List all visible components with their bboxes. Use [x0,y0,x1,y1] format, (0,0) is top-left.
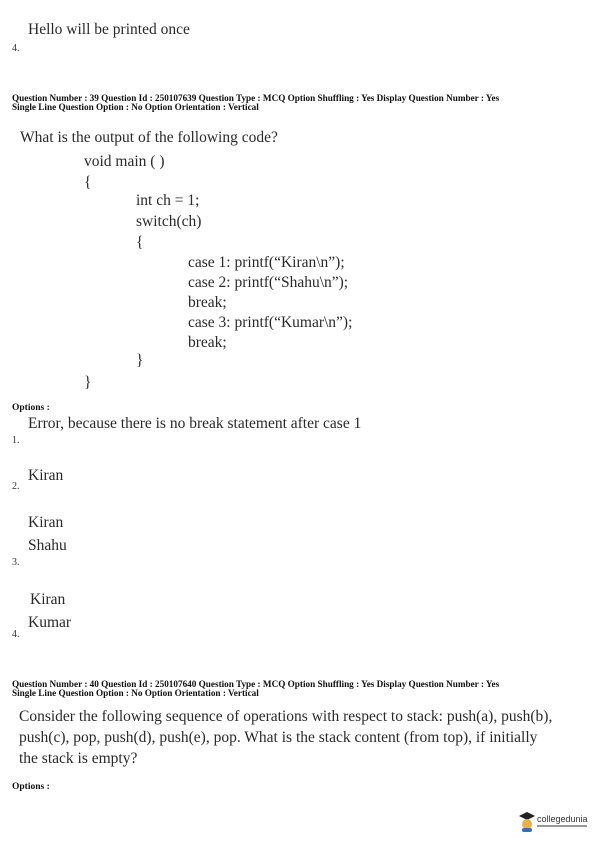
code-line: switch(ch) [136,213,202,230]
code-line: } [136,352,144,369]
q40-meta-line1: Question Number : 40 Question Id : 250107640 Question Type : MCQ Option Shuffling : Yes Display Question Number : Yes [12,679,500,689]
code-line: break; [188,294,227,311]
code-line: int ch = 1; [136,192,200,209]
q39-question: What is the output of the following code? [20,129,278,146]
option-text: Kumar [28,614,72,631]
code-line: case 2: printf(“Shahu\n”); [188,274,349,291]
code-line: } [84,374,92,391]
code-line: { [136,234,144,251]
option-text: Error, because there is no break statement after case 1 [28,415,362,432]
option-number: 3. [12,557,20,568]
option-text: Kiran [30,591,66,608]
prev-option-text: Hello will be printed once [28,21,190,38]
code-line: { [84,174,92,191]
option-number: 1. [12,435,20,446]
option-text: Kiran [28,467,64,484]
q40-meta-line2: Single Line Question Option : No Option Orientation : Vertical [12,688,259,698]
q40-options-label: Options : [12,782,50,792]
q40-question-line: push(c), pop, push(d), push(e), pop. What is the stack content (from top), if initially [19,729,538,746]
graduate-icon [519,812,535,832]
q39-meta-line2: Single Line Question Option : No Option Orientation : Vertical [12,102,259,112]
option-number: 2. [12,481,20,492]
q39-meta-line1: Question Number : 39 Question Id : 250107639 Question Type : MCQ Option Shuffling : Yes Display Question Number : Yes [12,93,500,103]
code-line: void main ( ) [84,153,165,170]
logo-text: collegedunia [537,814,588,824]
q40-question-line: Consider the following sequence of operations with respect to stack: push(a), push(b), [19,708,553,725]
prev-option-number: 4. [12,43,20,54]
option-text: Kiran [28,514,64,531]
q39-options-label: Options : [12,403,50,413]
option-text: Shahu [28,537,67,554]
option-number: 4. [12,629,20,640]
code-line: case 1: printf(“Kiran\n”); [188,254,345,271]
logo-tagline-bar [537,825,587,827]
q40-question-line: the stack is empty? [19,750,138,767]
code-line: case 3: printf(“Kumar\n”); [188,314,353,331]
collegedunia-logo [519,810,593,836]
code-line: break; [188,334,227,351]
